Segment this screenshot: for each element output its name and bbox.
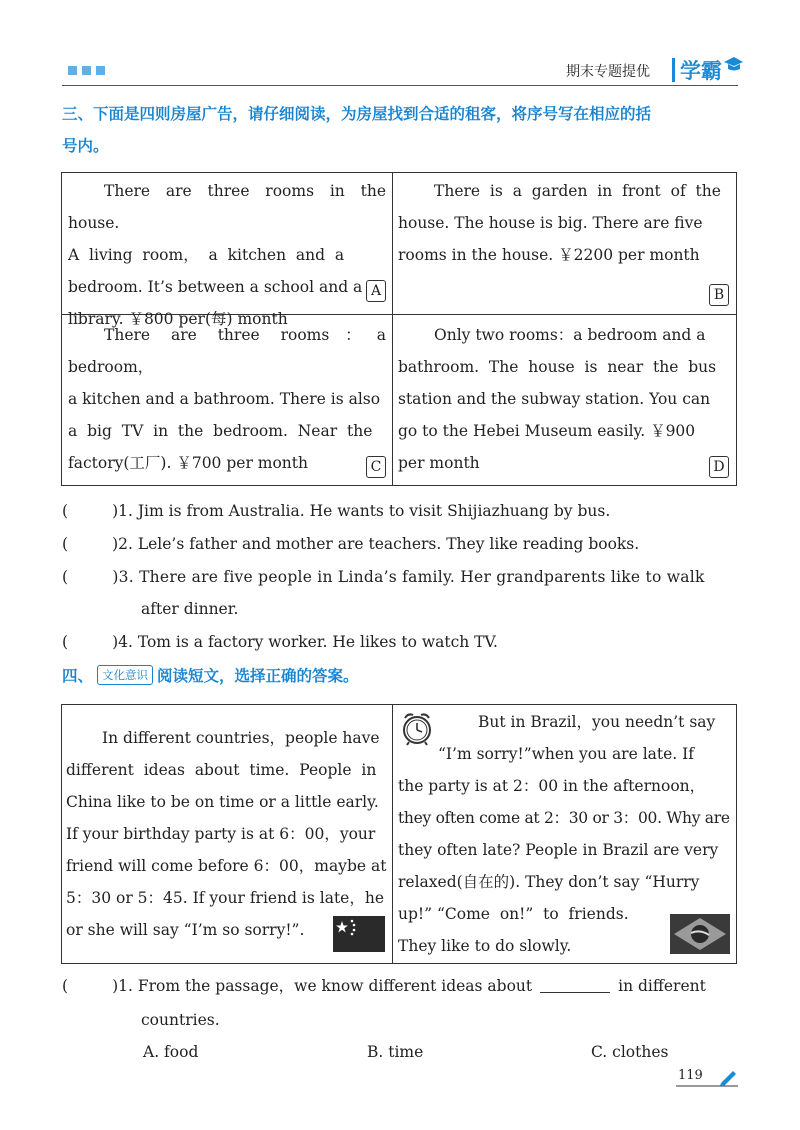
- page-number: 119: [678, 1068, 703, 1083]
- section4-number: 四、: [62, 667, 94, 685]
- ad-label-c: C: [366, 456, 386, 478]
- ad-a-line: library. ￥800 per(每) month: [68, 310, 288, 328]
- header-decor-square: [82, 66, 91, 75]
- ad-b: [398, 175, 732, 271]
- ad-label-d: D: [709, 456, 729, 478]
- passage-left-line: China like to be on time or a little early.: [66, 793, 379, 811]
- question-4-1-continued: countries.: [141, 1011, 220, 1029]
- passage-right-line: relaxed(自在的). They don’t say “Hurry: [398, 873, 700, 891]
- ad-d-line: station and the subway station. You can: [398, 390, 711, 408]
- option-b[interactable]: B. time: [367, 1043, 424, 1061]
- option-c[interactable]: C. clothes: [591, 1043, 669, 1061]
- passage-right-line: up!” “Come on!” to friends.: [398, 905, 629, 923]
- header-decor-square: [96, 66, 105, 75]
- ad-c: [68, 319, 386, 479]
- header-decor-square: [68, 66, 77, 75]
- header-section-title: 期末专题提优: [566, 64, 650, 80]
- passage-right-line: they often come at 2：30 or 3：00. Why are: [398, 809, 730, 827]
- culture-awareness-tag: 文化意识: [97, 665, 153, 685]
- passage-left-line: friend will come before 6：00，maybe at: [66, 857, 387, 875]
- ad-a-line: There are three rooms in the house.: [68, 182, 386, 232]
- ad-label-a: A: [366, 280, 386, 302]
- ad-d-line: go to the Hebei Museum easily. ￥900: [398, 422, 696, 440]
- brazil-flag-image: [670, 914, 730, 954]
- question-4-1: ( )1. From the passage，we know different ideas about in different: [62, 977, 706, 995]
- passage-left-line: In different countries，people have: [102, 729, 380, 747]
- passage-left: [66, 722, 388, 946]
- passage-left-line: different ideas about time. People in: [66, 761, 377, 779]
- graduation-cap-icon: [722, 54, 744, 76]
- passage-left-line: or she will say “I’m so sorry!”.: [66, 921, 305, 939]
- fill-in-blank[interactable]: [540, 978, 610, 993]
- question-3-3: ( )3. There are five people in Linda’s family. Her grandparents like to walk: [62, 568, 705, 586]
- header-separator: [672, 58, 675, 82]
- ads-table-vdivider: [392, 172, 393, 486]
- reading-table-vdivider: [392, 704, 393, 964]
- section4-title: 阅读短文，选择正确的答案。: [157, 667, 359, 685]
- passage-right-line: they often late? People in Brazil are very: [398, 841, 719, 859]
- ad-a-line: A living room， a kitchen and a: [68, 246, 345, 264]
- passage-right-line: But in Brazil，you needn’t say: [478, 713, 716, 731]
- ad-b-line: house. The house is big. There are five: [398, 214, 703, 232]
- passage-right-line: They like to do slowly.: [398, 937, 572, 955]
- ad-c-line: a big TV in the bedroom. Near the: [68, 422, 373, 440]
- pen-icon: [718, 1068, 738, 1086]
- passage-right-line: “I’m sorry!”when you are late. If: [438, 745, 695, 763]
- brand-logo: 学霸: [680, 59, 722, 83]
- ad-a-line: bedroom. It’s between a school and a: [68, 278, 363, 296]
- ad-d-line: bathroom. The house is near the bus: [398, 358, 717, 376]
- header-rule: [62, 85, 738, 86]
- ad-d-line: per month: [398, 454, 480, 472]
- section3-heading-line2: 号内。: [62, 137, 109, 155]
- option-a[interactable]: A. food: [143, 1043, 199, 1061]
- ad-c-line: factory(工厂). ￥700 per month: [68, 454, 309, 472]
- question-3-1: ( )1. Jim is from Australia. He wants to visit Shijiazhuang by bus.: [62, 502, 611, 520]
- ad-d: [398, 319, 732, 479]
- question-3-2: ( )2. Lele’s father and mother are teachers. They like reading books.: [62, 535, 640, 553]
- ad-label-b: B: [709, 284, 729, 306]
- china-flag-image: [333, 916, 385, 952]
- question-3-4: ( )4. Tom is a factory worker. He likes to watch TV.: [62, 633, 498, 651]
- ad-b-line: There is a garden in front of the: [434, 182, 721, 200]
- ad-c-line: There are three rooms：a bedroom，: [68, 326, 386, 376]
- question-3-3-continued: after dinner.: [141, 600, 239, 618]
- passage-left-line: 5：30 or 5：45. If your friend is late，he: [66, 889, 385, 907]
- ad-c-line: a kitchen and a bathroom. There is also: [68, 390, 381, 408]
- passage-right-line: the party is at 2：00 in the afternoon，: [398, 777, 706, 795]
- ad-a: [68, 175, 386, 335]
- ad-b-line: rooms in the house. ￥2200 per month: [398, 246, 700, 264]
- section4-heading: [62, 660, 359, 692]
- section3-heading: [62, 98, 742, 162]
- section3-heading-line1: 三、下面是四则房屋广告，请仔细阅读，为房屋找到合适的租客，将序号写在相应的括: [62, 105, 652, 123]
- passage-left-line: If your birthday party is at 6：00，your: [66, 825, 376, 843]
- ad-d-line: Only two rooms：a bedroom and a: [434, 326, 706, 344]
